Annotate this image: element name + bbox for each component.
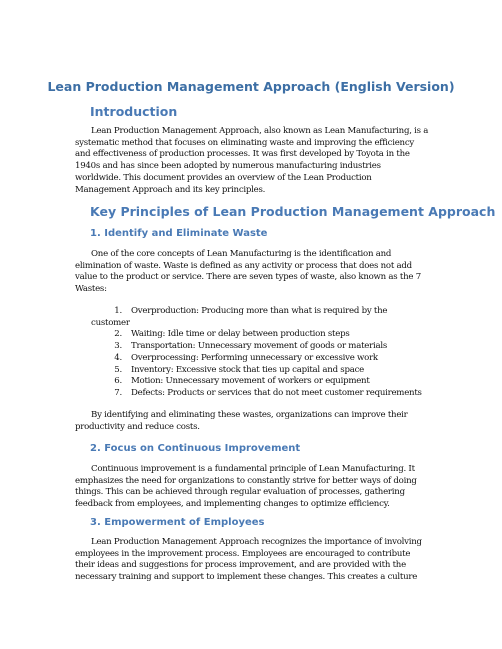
employee-empowerment-heading: 3. Empowerment of Employees: [90, 517, 265, 528]
text-line: Lean Production Management Approach, also known as Lean Manufacturing, is a: [91, 126, 429, 136]
list-text-continuation: customer: [91, 317, 130, 328]
list-item: [75, 341, 475, 353]
waste-list: [75, 306, 475, 400]
text-line: By identifying and eliminating these wastes, organizations can improve their: [91, 410, 408, 420]
text-line: Lean Production Management Approach recognizes the importance of involving: [91, 537, 422, 547]
list-item: [75, 388, 475, 400]
list-number: 6.: [114, 376, 122, 387]
text-line: their ideas and suggestions for process improvement, and are provided with the: [75, 560, 406, 571]
list-text: Transportation: Unnecessary movement of goods or materials: [131, 341, 388, 352]
list-item: [75, 353, 475, 365]
list-item: [75, 306, 475, 329]
text-line: things. This can be achieved through regular evaluation of processes, gathering: [75, 487, 405, 498]
list-number: 7.: [114, 387, 122, 398]
text-line: worldwide. This document provides an overview of the Lean Production: [75, 172, 372, 183]
waste-intro-paragraph: [75, 249, 445, 296]
text-line: systematic method that focuses on eliminating waste and improving the efficiency: [75, 137, 415, 148]
introduction-paragraph: [75, 126, 445, 196]
text-line: value to the product or service. There are seven types of waste, also known as the 7: [75, 272, 421, 283]
text-line: elimination of waste. Waste is defined as any activity or process that does not add: [75, 260, 412, 271]
continuous-improvement-paragraph: [75, 464, 445, 511]
list-item: [75, 365, 475, 377]
text-line: Management Approach and its key principles.: [75, 184, 266, 195]
list-number: 3.: [114, 341, 122, 352]
list-text: Overproduction: Producing more than what is required by the: [131, 306, 388, 316]
list-text: Waiting: Idle time or delay between production steps: [131, 329, 350, 340]
employee-empowerment-paragraph: [75, 537, 445, 584]
text-line: 1940s and has since been adopted by numerous manufacturing industries: [75, 161, 381, 172]
list-number: 5.: [114, 364, 122, 375]
document-title: Lean Production Management Approach (English Version): [47, 79, 455, 94]
list-text: Defects: Products or services that do not meet customer requirements: [131, 387, 422, 398]
list-number: 1.: [114, 306, 122, 316]
introduction-heading: Introduction: [90, 104, 178, 119]
list-number: 4.: [114, 352, 122, 363]
list-text: Inventory: Excessive stock that ties up capital and space: [131, 364, 364, 375]
text-line: emphasizes the need for organizations to constantly strive for better ways of doing: [75, 475, 417, 486]
text-line: Wastes:: [75, 284, 107, 295]
text-line: employees in the improvement process. Employees are encouraged to contribute: [75, 548, 411, 559]
list-text: Motion: Unnecessary movement of workers or equipment: [131, 376, 370, 387]
text-line: productivity and reduce costs.: [75, 421, 200, 432]
text-line: One of the core concepts of Lean Manufacturing is the identification and: [91, 249, 392, 259]
list-text: Overprocessing: Performing unnecessary or excessive work: [131, 352, 378, 363]
list-item: [75, 329, 475, 341]
waste-outro-paragraph: [75, 410, 445, 433]
text-line: and effectiveness of production processes. It was first developed by Toyota in the: [75, 149, 410, 160]
principles-heading: Key Principles of Lean Production Management Approach: [90, 204, 496, 219]
text-line: feedback from employees, and implementing changes to optimize efficiency.: [75, 499, 390, 510]
continuous-improvement-heading: 2. Focus on Continuous Improvement: [90, 443, 301, 454]
list-number: 2.: [114, 329, 122, 340]
waste-heading: 1. Identify and Eliminate Waste: [90, 228, 268, 239]
text-line: necessary training and support to implement these changes. This creates a culture: [75, 572, 418, 583]
text-line: Continuous improvement is a fundamental principle of Lean Manufacturing. It: [91, 464, 415, 474]
list-item: [75, 376, 475, 388]
